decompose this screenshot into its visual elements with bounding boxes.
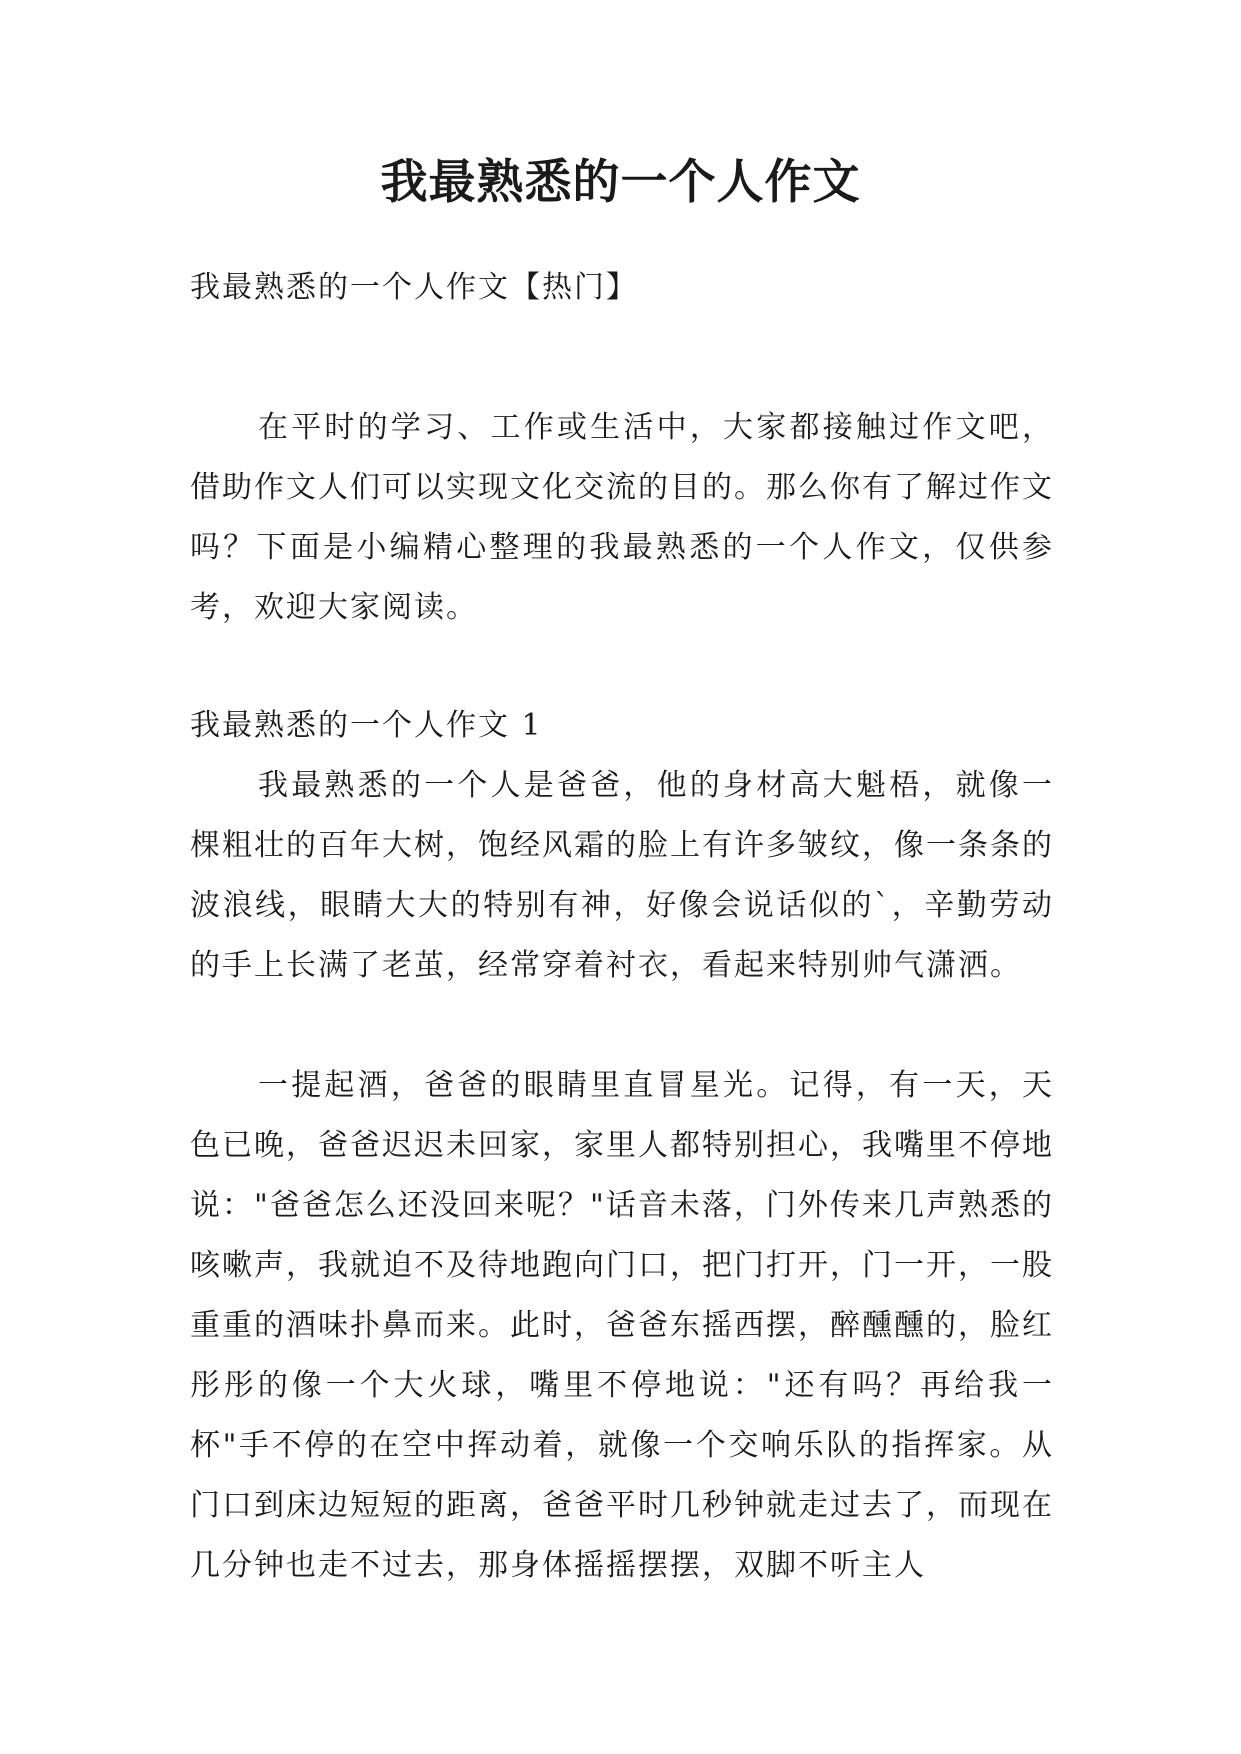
body-paragraph-1: 我最熟悉的一个人是爸爸，他的身材高大魁梧，就像一棵粗壮的百年大树，饱经风霜的脸上有许多皱纹，像一条条的波浪线，眼睛大大的特别有神，好像会说话似的`，辛勤劳动的手上长满了老茧，经常穿着衬衣，看起来特别帅气潇洒。 [190, 768, 1054, 983]
document-subtitle: 我最熟悉的一个人作文【热门】 [190, 270, 638, 305]
intro-paragraph: 在平时的学习、工作或生活中，大家都接触过作文吧，借助作文人们可以实现文化交流的目的。那么你有了解过作文吗？下面是小编精心整理的我最熟悉的一个人作文，仅供参考，欢迎大家阅读。 [190, 410, 1054, 625]
section-heading: 我最熟悉的一个人作文 1 [190, 708, 543, 743]
document-title: 我最熟悉的一个人作文 [380, 155, 861, 210]
body-paragraph-2: 一提起酒，爸爸的眼睛里直冒星光。记得，有一天，天色已晚，爸爸迟迟未回家，家里人都特别担心，我嘴里不停地说："爸爸怎么还没回来呢？"话音未落，门外传来几声熟悉的咳嗽声，我就迫不及待地跑向门口，把门打开，门一开，一股重重的酒味扑鼻而来。此时，爸爸东摇西摆，醉醺醺的，脸红彤彤的像一个大火球，嘴里不停地说："还有吗？再给我一杯"手不停的在空中挥动着，就像一个交响乐队的指挥家。从门口到床边短短的距离，爸爸平时几秒钟就走过去了，而现在几分钟也走不过去，那身体摇摇摆摆，双脚不听主人 [190, 1068, 1054, 1583]
